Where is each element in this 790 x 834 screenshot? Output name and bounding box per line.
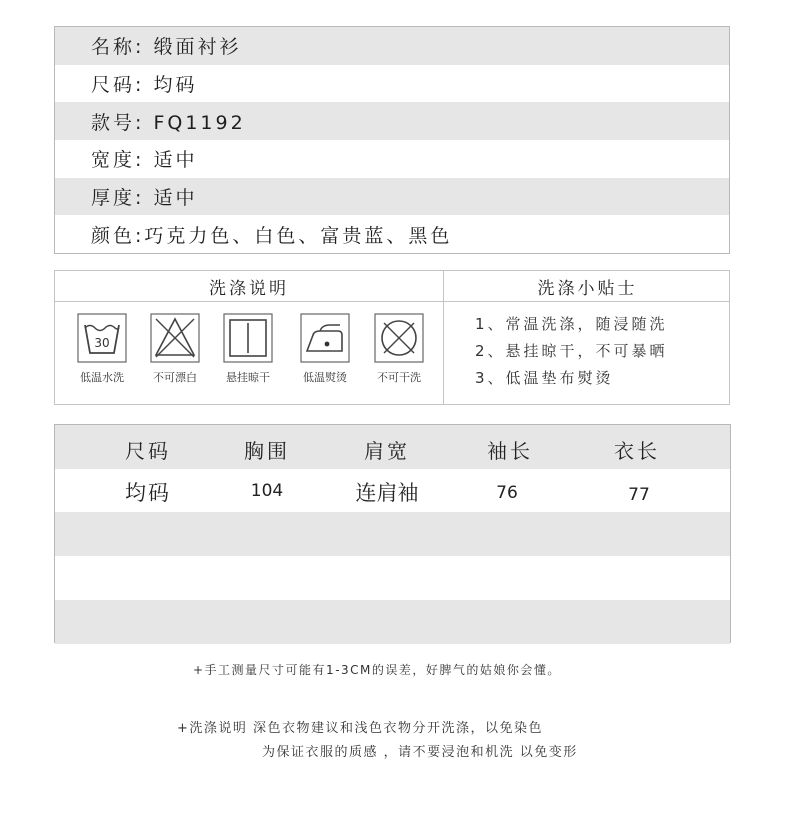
size-empty-row bbox=[55, 512, 730, 556]
size-header-chest: 胸围 bbox=[244, 439, 290, 463]
care-tip-1: 1、常温洗涤，随浸随洗 bbox=[475, 315, 668, 333]
size-empty-row bbox=[55, 556, 730, 600]
product-info-table bbox=[54, 26, 730, 254]
care-box bbox=[54, 270, 730, 405]
care-label-wash: 低温水洗 bbox=[80, 371, 124, 384]
no-dryclean-icon bbox=[374, 313, 424, 363]
info-row-width bbox=[55, 140, 729, 178]
info-width-text: 宽度: 适中 bbox=[91, 149, 198, 172]
wash-note-line2: 为保证衣服的质感 ，请不要浸泡和机洗 以免变形 bbox=[262, 745, 578, 760]
care-item-iron bbox=[290, 313, 360, 385]
size-header-row bbox=[55, 425, 730, 469]
wash-30-icon bbox=[77, 313, 127, 363]
care-tip-2: 2、悬挂晾干，不可暴晒 bbox=[475, 342, 668, 360]
measurement-note: +手工测量尺寸可能有1-3CM的误差，好脾气的姑娘你会懂。 bbox=[193, 663, 561, 677]
svg-text:30: 30 bbox=[94, 336, 110, 350]
size-table bbox=[54, 424, 731, 643]
care-left-title: 洗涤说明 bbox=[209, 278, 289, 299]
info-size-text: 尺码: 均码 bbox=[91, 74, 198, 97]
care-header-divider bbox=[55, 301, 729, 302]
size-header-length: 衣长 bbox=[614, 439, 660, 463]
info-row-name bbox=[55, 27, 729, 65]
care-label-dryclean: 不可干洗 bbox=[377, 371, 421, 384]
low-iron-icon bbox=[300, 313, 350, 363]
care-vertical-divider bbox=[443, 271, 444, 404]
care-right-title: 洗涤小贴士 bbox=[537, 278, 638, 299]
care-item-bleach bbox=[140, 313, 210, 385]
size-value-shoulder: 连肩袖 bbox=[355, 481, 419, 505]
care-item-dryclean bbox=[364, 313, 434, 385]
info-row-color bbox=[55, 215, 729, 253]
size-value-sleeve: 76 bbox=[496, 483, 518, 503]
no-bleach-icon bbox=[150, 313, 200, 363]
size-value-chest: 104 bbox=[250, 481, 284, 501]
size-empty-row bbox=[55, 600, 730, 644]
care-label-bleach: 不可漂白 bbox=[153, 371, 197, 384]
size-value-length: 77 bbox=[628, 485, 650, 505]
size-header-sleeve: 袖长 bbox=[487, 439, 533, 463]
care-label-iron: 低温熨烫 bbox=[303, 371, 347, 384]
info-row-size bbox=[55, 65, 729, 103]
hang-dry-icon bbox=[223, 313, 273, 363]
info-style-text: 款号: FQ1192 bbox=[91, 111, 246, 134]
info-thickness-text: 厚度: 适中 bbox=[91, 187, 198, 210]
size-value-size: 均码 bbox=[125, 481, 171, 505]
care-item-dry bbox=[213, 313, 283, 385]
size-header-shoulder: 肩宽 bbox=[364, 439, 410, 463]
info-row-thickness bbox=[55, 178, 729, 216]
info-color-text: 颜色:巧克力色、白色、富贵蓝、黑色 bbox=[91, 224, 453, 247]
size-data-row bbox=[55, 469, 730, 513]
care-item-wash bbox=[67, 313, 137, 385]
care-label-dry: 悬挂晾干 bbox=[226, 371, 270, 384]
size-header-size: 尺码 bbox=[125, 439, 171, 463]
info-row-style-no bbox=[55, 102, 729, 140]
info-name-text: 名称: 缎面衬衫 bbox=[91, 36, 242, 59]
wash-note-line1: +洗涤说明 深色衣物建议和浅色衣物分开洗涤，以免染色 bbox=[177, 721, 544, 736]
care-tip-3: 3、低温垫布熨烫 bbox=[475, 369, 614, 387]
